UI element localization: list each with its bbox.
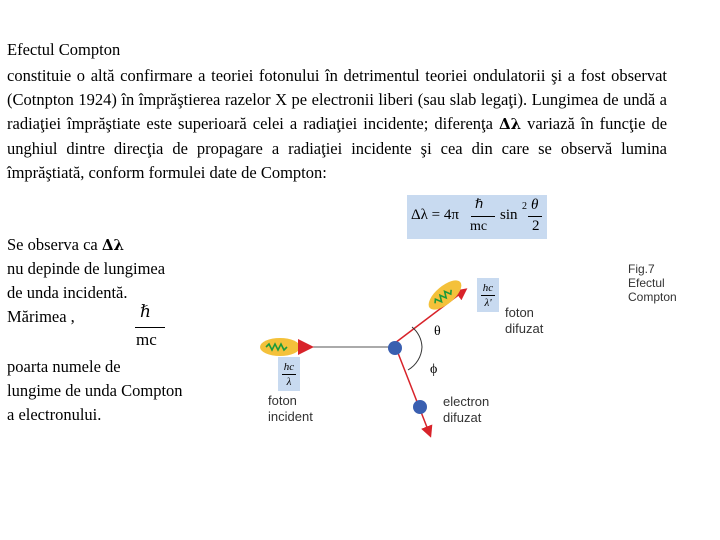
scattered-lambda: λ'	[484, 296, 492, 309]
formula-numerator: ℏ	[475, 196, 484, 211]
incident-photon-label: foton incident	[268, 393, 313, 424]
scattered-energy-box	[477, 278, 499, 312]
incident-lambda: λ	[286, 375, 292, 388]
left-line3: de unda incidentă.	[7, 283, 128, 302]
left-line7: a electronului.	[7, 405, 102, 424]
intro-text-part1: constituie o altă confirmare a teoriei fotonului în detrimentul teoriei ondulatorii şi a fost observat (Cotnpton 1924) în împrăştierea razelor X pe electronii liberi (sau slab legaţi). Lungimea de undă a radiaţiei împrăştiate este superioară celei a radiaţiei incidente; diferenţa	[7, 66, 667, 134]
phi-label: ϕ	[430, 362, 438, 377]
formula-half-line	[528, 216, 542, 217]
theta-label: θ	[434, 324, 441, 339]
fraction-numerator: ℏ	[140, 302, 151, 321]
delta-lambda-symbol: Δλ	[498, 115, 522, 134]
theta-arc	[412, 327, 422, 347]
phi-arc	[408, 347, 422, 370]
compton-formula	[407, 195, 547, 239]
left-line2: nu depinde de lungimea	[7, 259, 166, 278]
page-title: Efectul Compton	[7, 40, 121, 59]
left-line4: Mărimea ,	[7, 307, 75, 326]
intro-paragraph	[7, 64, 667, 185]
compton-wavelength-text	[7, 233, 227, 329]
incident-hc: hc	[283, 360, 295, 373]
incident-energy-box	[278, 357, 300, 391]
formula-theta: θ	[531, 197, 539, 213]
formula-fraction-line	[471, 216, 495, 217]
scattered-photon	[424, 275, 466, 315]
compton-wavelength-text-2	[7, 355, 227, 427]
electron-label: electron difuzat	[443, 394, 490, 425]
formula-denominator: mc	[470, 219, 488, 234]
left-line5: poarta numele de	[7, 357, 121, 376]
left-line6: lungime de unda Compton	[7, 381, 183, 400]
left-line1: Se observa ca	[7, 235, 98, 254]
delta-lambda-symbol-2: Δλ	[101, 236, 124, 254]
intro-text-part2: variază în funcţie de unghiul dintre direcţia de propagare a radiaţiei incidente şi cea din care se observă lumina împrăştiată, conform formulei date de Compton:	[7, 114, 668, 182]
formula-sin: sin	[500, 207, 518, 223]
scattered-hc: hc	[482, 281, 494, 294]
fraction-denominator: mc	[136, 330, 157, 349]
formula-half: 2	[532, 218, 540, 234]
figure-caption: Fig.7 Efectul Compton	[628, 262, 677, 304]
scattered-photon-label: foton difuzat	[505, 305, 544, 336]
recoil-electron	[413, 400, 427, 414]
electron-target	[388, 341, 402, 355]
formula-power: 2	[522, 201, 527, 212]
formula-lhs: Δλ = 4π	[411, 207, 459, 223]
fraction-line	[135, 327, 165, 328]
